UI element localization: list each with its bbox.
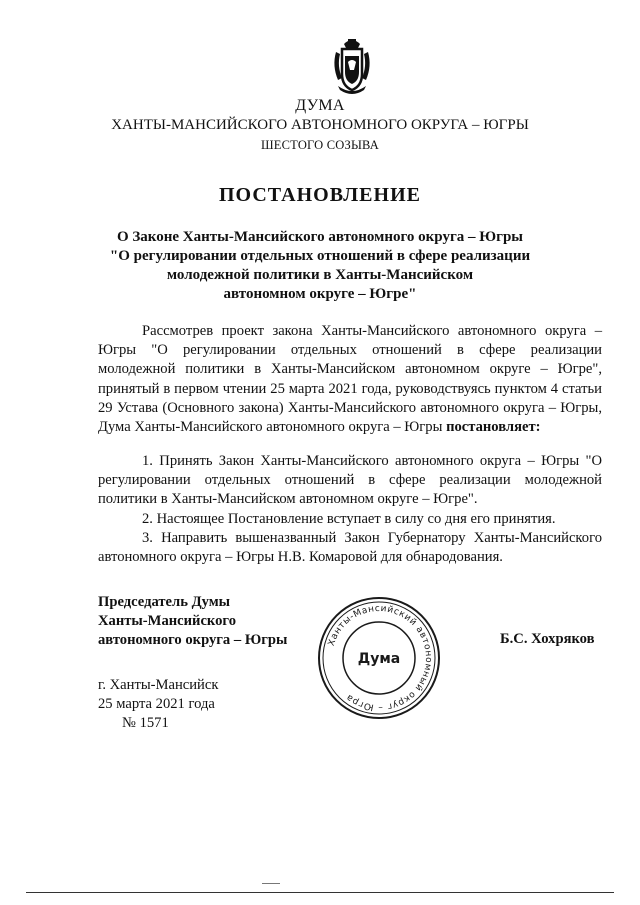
org-convocation: ШЕСТОГО СОЗЫВА [260,138,380,152]
signatory-name: Б.С. Хохряков [500,631,595,647]
coat-of-arms-icon [326,36,378,98]
signatory-title-line: Председатель Думы [98,594,231,610]
subject-line: "О регулировании отдельных отношений в сфере реализации [109,248,531,264]
footer-mark [262,883,280,884]
official-stamp [316,595,442,721]
resolution-items [98,452,602,567]
subject-line: О Законе Ханты-Мансийского автономного округа – Югры [116,229,524,245]
signatory-title [98,593,287,650]
svg-text:Ханты-Мансийский автономный ок: Ханты-Мансийский автономный округ – Югра [326,603,434,713]
document-subject [0,228,640,304]
signatory-title-line: автономного округа – Югры [98,632,288,648]
document-number: № 1571 [122,715,169,731]
preamble-text: Рассмотрев проект закона Ханты-Мансийского автономного округа – Югры "О регулировании отдельных отношений в сфере реализации молодежной политики в Ханты-Мансийском автономном округе – Югре", принятый в первом чтении 25 марта 2021 года, руководствуясь пунктом 4 статьи 29 Устава (Основного закона) Ханты-Мансийского автономного округа – Югры, Дума Ханты-Мансийского автономного округа – Югры [98,323,602,436]
footer-divider [26,892,614,893]
svg-text:Дума: Дума [357,651,401,667]
city: г. Ханты-Мансийск [98,677,219,693]
subject-line: автономном округе – Югре" [223,286,417,302]
place-date-block [98,676,218,733]
preamble [98,322,602,437]
resolution-item: 2. Настоящее Постановление вступает в силу со дня его принятия. [142,510,556,527]
resolution-item: 3. Направить вышеназванный Закон Губернатору Ханты-Мансийского автономного округа – Югры Н.В. Комаровой для обнародования. [98,529,602,566]
preamble-resolution-word: постановляет: [446,419,541,436]
document-type: ПОСТАНОВЛЕНИЕ [219,184,421,206]
org-name: ДУМА [295,97,345,114]
org-region: ХАНТЫ-МАНСИЙСКОГО АВТОНОМНОГО ОКРУГА – ЮГРЫ [111,117,529,133]
subject-line: молодежной политики в Ханты-Мансийском [166,267,474,283]
date: 25 марта 2021 года [98,696,215,712]
resolution-item: 1. Принять Закон Ханты-Мансийского автономного округа – Югры "О регулировании отдельных отношений в сфере реализации молодежной политики в Ханты-Мансийском автономном округе – Югре". [98,453,602,508]
signatory-title-line: Ханты-Мансийского [98,613,236,629]
